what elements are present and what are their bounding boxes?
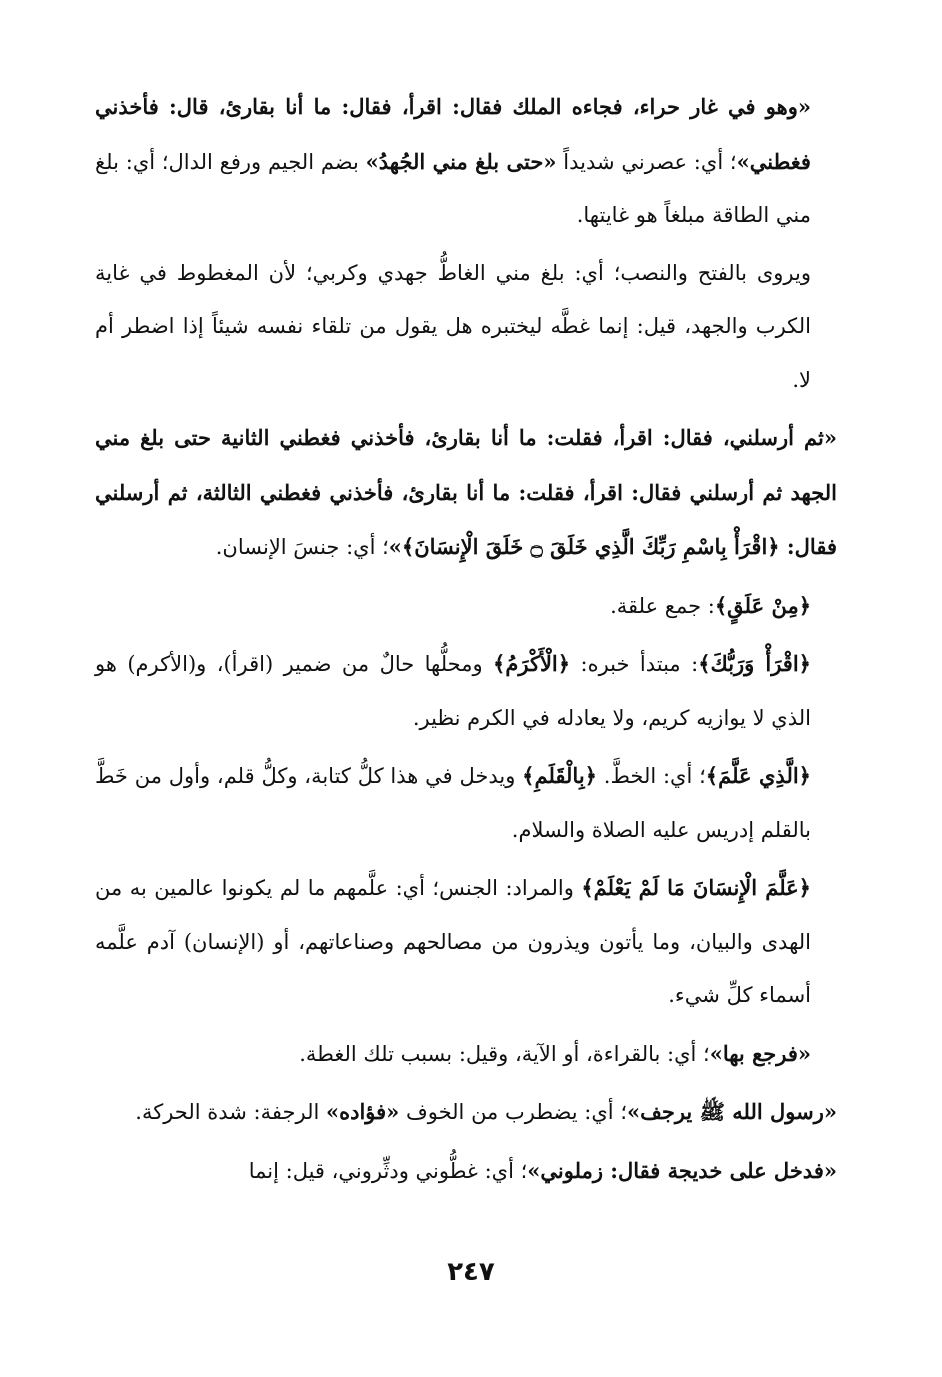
commentary-text: بضم الجيم ورفع الدال؛ أي: بلغ مني الطاقة مبلغاً هو غايتها.	[95, 149, 811, 227]
quoted-hadith-text: «وهو في غار حراء، فجاءه الملك فقال: اقرأ، فقال: ما أنا بقارئ، قال: فأخذني فغطني»	[95, 94, 811, 174]
quoted-hadith-text: «رسول الله ﷺ يرجف»	[627, 1099, 837, 1124]
commentary-text: : جمع علقة.	[610, 593, 715, 618]
page-number: ٢٤٧	[447, 1257, 495, 1287]
paragraph-p1	[95, 80, 837, 243]
paragraph-p5	[95, 637, 837, 745]
paragraph-p4	[95, 579, 837, 634]
commentary-text: ومحلُّها حالٌ من ضمير (اقرأ)، و(الأكرم) هو الذي لا يوازيه كريم، ولا يعادله في الكرم نظير.	[95, 652, 811, 730]
quran-quote: ﴿بِالْقَلَمِ﴾	[522, 763, 597, 788]
paragraph-p9	[95, 1085, 837, 1140]
commentary-text: : مبتدأ خبره:	[570, 652, 699, 676]
quoted-hadith-text: «حتى بلغ مني الجُهدُ»	[365, 148, 557, 174]
commentary-text: ؛ أي: عصرني شديداً	[556, 149, 737, 174]
quoted-hadith-text: «ثم أرسلني، فقال: اقرأ، فقلت: ما أنا بقارئ، فأخذني فغطني الثانية حتى بلغ مني الجهد ثم أرسلني فقال: اقرأ، فقلت: ما أنا بقارئ، فأخذني فغطني الثالثة، ثم أرسلني فقال: ﴿اقْرَأْ بِاسْمِ رَبِّكَ الَّذِي خَلَقَ ۝ خَلَقَ الْإِنسَانَ﴾»	[95, 425, 837, 559]
commentary-text: الرجفة: شدة الحركة.	[135, 1100, 326, 1124]
paragraph-p2	[95, 247, 837, 408]
quoted-hadith-text: «فؤاده»	[325, 1099, 400, 1124]
commentary-text: ويدخل في هذا كلُّ كتابة، وكلُّ قلم، وأول من خَطَّ بالقلم إدريس عليه الصلاة والسلام.	[95, 764, 811, 842]
quoted-hadith-text: «فدخل على خديجة فقال: زملوني»	[527, 1157, 837, 1183]
commentary-text: ويروى بالفتح والنصب؛ أي: بلغ مني الغاطُّ جهدي وكربي؛ لأن المغطوط في غاية الكرب والجهد، قيل: إنما غطَّه ليختبره هل يقول من تلقاء نفسه شيئاً إذا اضطر أم لا.	[95, 260, 811, 392]
quoted-hadith-text: «فرجع بها»	[709, 1040, 811, 1066]
quran-quote: ﴿مِنْ عَلَقٍ﴾	[714, 592, 811, 618]
quran-quote: ﴿الَّذِي عَلَّمَ﴾	[705, 763, 811, 788]
quran-quote: ﴿اقْرَأْ وَرَبُّكَ﴾	[698, 651, 811, 676]
paragraph-p10	[95, 1144, 837, 1199]
commentary-text: ؛ أي: يضطرب من الخوف	[399, 1100, 627, 1124]
quran-quote: ﴿عَلَّمَ الْإِنسَانَ مَا لَمْ يَعْلَمْ﴾	[581, 875, 811, 900]
paragraph-p3	[95, 411, 837, 575]
quran-quote: ﴿الْأَكْرَمُ﴾	[493, 651, 571, 676]
paragraph-p6	[95, 749, 837, 857]
paragraph-p8	[95, 1027, 837, 1082]
paragraph-p7	[95, 861, 837, 1023]
commentary-text: ؛ أي: بالقراءة، أو الآية، وقيل: بسبب تلك الغطة.	[299, 1041, 710, 1066]
book-page	[95, 80, 837, 1370]
commentary-text: والمراد: الجنس؛ أي: علَّمهم ما لم يكونوا عالمين به من الهدى والبيان، وما يأتون ويذرون من مصالحهم وصناعاتهم، أو (الإنسان) آدم علَّمه أسماء كلِّ شيء.	[95, 876, 811, 1007]
commentary-text: ؛ أي: الخطَّ.	[596, 764, 706, 788]
commentary-text: ؛ أي: غطُّوني ودثِّروني، قيل: إنما	[248, 1158, 528, 1183]
commentary-text: ؛ أي: جنسَ الإنسان.	[215, 535, 389, 559]
